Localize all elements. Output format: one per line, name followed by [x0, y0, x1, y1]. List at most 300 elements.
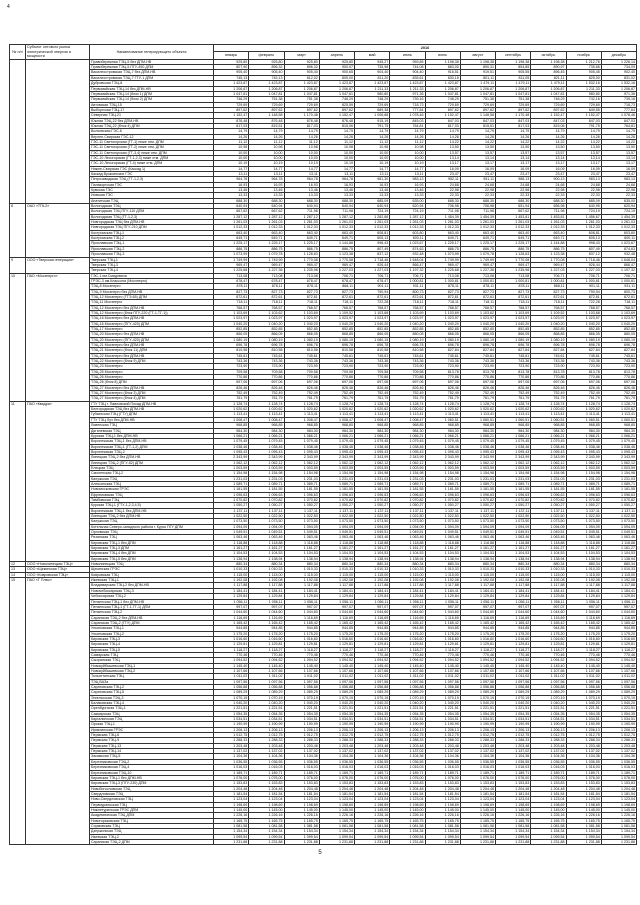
value-cell: 1 040,20: [284, 321, 319, 326]
value-cell: 1 129,81: [566, 642, 601, 647]
station-cell: Вологодская ТЭЦ: [90, 204, 214, 209]
value-cell: 1 192,08: [531, 578, 566, 583]
value-cell: 1 063,46: [496, 535, 531, 540]
value-cell: 878,11: [284, 284, 319, 289]
value-cell: 10,19: [214, 161, 249, 166]
value-cell: 678,47: [214, 278, 249, 283]
value-cell: 880,34: [249, 562, 284, 567]
value-cell: 1 225,17: [460, 241, 495, 246]
value-cell: 1 094,52: [214, 658, 249, 663]
value-cell: 1 165,42: [390, 620, 425, 625]
value-cell: 1 047,81: [284, 91, 319, 96]
value-cell: 1 089,71: [214, 481, 249, 486]
value-cell: 1 008,47: [249, 417, 284, 422]
value-cell: 971,36: [390, 91, 425, 96]
value-cell: 1 070,19: [425, 695, 460, 700]
value-cell: 709,58: [355, 369, 390, 374]
value-cell: 1 070,82: [249, 497, 284, 502]
value-cell: 23,47: [496, 172, 531, 177]
value-cell: 14,77: [319, 166, 354, 171]
value-cell: 745,61: [566, 353, 601, 358]
value-cell: 1 128,63: [284, 252, 319, 257]
value-cell: 1 190,99: [531, 722, 566, 727]
value-cell: 1 118,27: [460, 647, 495, 652]
value-cell: 745,61: [601, 353, 636, 358]
value-cell: 1 204,48: [214, 786, 249, 791]
value-cell: 1 104,53: [284, 551, 319, 556]
value-cell: 1 423,87: [390, 81, 425, 86]
value-cell: 1 288,33: [355, 738, 390, 743]
value-cell: 600,11: [390, 236, 425, 241]
value-cell: 2 343,99: [319, 455, 354, 460]
value-cell: 1 081,58: [460, 823, 495, 828]
value-cell: 1 095,43: [390, 449, 425, 454]
value-cell: 13,57: [531, 150, 566, 155]
header-month: май: [355, 52, 390, 59]
value-cell: 1 231,03: [460, 476, 495, 481]
value-cell: 1 023,97: [390, 316, 425, 321]
value-cell: 1 115,00: [319, 572, 354, 577]
value-cell: 1 000,81: [566, 278, 601, 283]
value-cell: 1 062,12: [284, 460, 319, 465]
value-cell: 1 231,88: [425, 839, 460, 844]
header-month: ноябрь: [566, 52, 601, 59]
value-cell: 1 073,50: [284, 519, 319, 524]
value-cell: 852,85: [496, 326, 531, 331]
value-cell: 1 000,81: [390, 278, 425, 283]
value-cell: 722,28: [355, 300, 390, 305]
value-cell: 1 137,02: [496, 749, 531, 754]
value-cell: 852,85: [566, 326, 601, 331]
value-cell: 1 056,11: [319, 599, 354, 604]
value-cell: 1 137,11: [601, 508, 636, 513]
value-cell: 905,40: [214, 70, 249, 75]
value-cell: 1 023,97: [249, 316, 284, 321]
station-cell: Ижевская ТЭЦ-2: [90, 834, 214, 839]
value-cell: 1 231,03: [284, 476, 319, 481]
station-cell: ГЭС-11 Светогорская (ГТ-1) ниже отм. ДПМ: [90, 139, 214, 144]
value-cell: 1 113,41: [319, 412, 354, 417]
value-cell: 1 010,33: [460, 567, 495, 572]
value-cell: 1 128,74: [355, 401, 390, 406]
value-cell: 1 189,71: [355, 770, 390, 775]
value-cell: 13,33: [249, 193, 284, 198]
value-cell: 1 081,58: [531, 823, 566, 828]
station-cell: Саранская ТЭЦ-2 (ГТУ) ДПМ: [90, 620, 214, 625]
value-cell: 1 107,66: [425, 668, 460, 673]
value-cell: 1 184,41: [390, 588, 425, 593]
value-cell: 831,02: [601, 75, 636, 80]
station-cell: Ярославская ТЭЦ-1: [90, 241, 214, 246]
value-cell: 813,78: [425, 369, 460, 374]
value-cell: 1 016,60: [390, 636, 425, 641]
value-cell: 1 063,46: [249, 535, 284, 540]
value-cell: 866,05: [425, 332, 460, 337]
station-cell: Тольяттинская ТЭЦ: [90, 674, 214, 679]
value-cell: 1 123,38: [531, 252, 566, 257]
value-cell: 10,00: [214, 150, 249, 155]
station-cell: Тверская ТЭЦ-1: [90, 257, 214, 262]
value-cell: 1 054,35: [425, 711, 460, 716]
value-cell: 1 115,00: [425, 572, 460, 577]
value-cell: 724,19: [390, 209, 425, 214]
station-cell: Новокуйбышевская ТЭЦ-2: [90, 668, 214, 673]
value-cell: 770,86: [460, 375, 495, 380]
value-cell: 1 023,97: [425, 316, 460, 321]
value-cell: 1 288,33: [601, 738, 636, 743]
value-cell: 1 096,63: [390, 492, 425, 497]
value-cell: 1 206,87: [284, 86, 319, 91]
value-cell: 1 066,21: [425, 433, 460, 438]
value-cell: 897,62: [425, 107, 460, 112]
value-cell: 16,93: [249, 182, 284, 187]
value-cell: 729,69: [355, 102, 390, 107]
value-cell: 1 161,27: [460, 546, 495, 551]
tariff-table: [9, 44, 637, 845]
value-cell: 1 047,81: [460, 91, 495, 96]
value-cell: 770,46: [425, 652, 460, 657]
value-cell: 640,94: [355, 204, 390, 209]
value-cell: 1 203,48: [531, 743, 566, 748]
value-cell: 969,47: [214, 262, 249, 267]
station-cell: Владимирская ТЭЦ-2 без ДПМ-НВ: [90, 583, 214, 588]
value-cell: 709,58: [390, 369, 425, 374]
value-cell: 872,61: [214, 294, 249, 299]
value-cell: 872,61: [566, 294, 601, 299]
value-cell: 1 137,02: [249, 749, 284, 754]
value-cell: 1 288,33: [460, 738, 495, 743]
value-cell: 1 192,08: [319, 578, 354, 583]
value-cell: 1 204,48: [319, 786, 354, 791]
value-cell: 1 062,12: [355, 460, 390, 465]
value-cell: 16,09: [566, 166, 601, 171]
value-cell: 827,84: [496, 348, 531, 353]
value-cell: 1 012,33: [496, 225, 531, 230]
value-cell: 13,50: [460, 145, 495, 150]
value-cell: 752,49: [214, 391, 249, 396]
value-cell: 866,05: [566, 332, 601, 337]
value-cell: 1 076,00: [601, 775, 636, 780]
value-cell: 852,85: [284, 326, 319, 331]
value-cell: 1 094,09: [390, 524, 425, 529]
value-cell: 980,80: [566, 91, 601, 96]
value-cell: 1 050,27: [390, 503, 425, 508]
value-cell: 878,11: [214, 284, 249, 289]
value-cell: 14,79: [249, 129, 284, 134]
value-cell: 835,61: [390, 75, 425, 80]
value-cell: 1 144,88: [531, 241, 566, 246]
station-cell: Кировская ТЭЦ-1 без ДПМ: [90, 540, 214, 545]
station-cell: Каскад Вуоксинских ГЭС: [90, 172, 214, 177]
value-cell: 770,46: [214, 652, 249, 657]
value-cell: 980,80: [355, 91, 390, 96]
value-cell: 696,78: [496, 343, 531, 348]
value-cell: 1 073,50: [390, 519, 425, 524]
station-cell: Новгородская ТЭЦ ПГУ-210 ДПМ: [90, 225, 214, 230]
station-cell: Тамбовская ТЭЦ: [90, 497, 214, 502]
value-cell: 964,78: [214, 177, 249, 182]
value-cell: 1 118,27: [214, 647, 249, 652]
value-cell: 876,48: [319, 118, 354, 123]
value-cell: 1 226,16: [214, 813, 249, 818]
station-cell: Новокуйбышевская ТЭЦ-1: [90, 663, 214, 668]
header-month: октябрь: [531, 52, 566, 59]
value-cell: 1 198,69: [566, 802, 601, 807]
value-cell: 1 104,53: [214, 551, 249, 556]
value-cell: 997,07: [214, 604, 249, 609]
value-cell: 1 040,20: [566, 701, 601, 706]
value-cell: 944,85: [566, 626, 601, 631]
value-cell: 711,98: [460, 209, 495, 214]
value-cell: 1 145,00: [214, 807, 249, 812]
value-cell: 1 129,84: [601, 594, 636, 599]
value-cell: 711,98: [319, 209, 354, 214]
value-cell: 971,36: [601, 91, 636, 96]
value-cell: 1 129,81: [214, 642, 249, 647]
value-cell: 1 056,88: [319, 685, 354, 690]
value-cell: 872,61: [319, 294, 354, 299]
value-cell: 1 129,84: [355, 594, 390, 599]
station-cell: Курская ТЭЦ-1 без ДПМ-НВ: [90, 433, 214, 438]
value-cell: 926,44: [355, 262, 390, 267]
value-cell: 868,11: [531, 284, 566, 289]
value-cell: 1 070,82: [284, 497, 319, 502]
value-cell: 880,34: [355, 562, 390, 567]
value-cell: 697,06: [249, 380, 284, 385]
value-cell: 13,11: [390, 172, 425, 177]
value-cell: 1 104,36: [284, 754, 319, 759]
value-cell: 1 012,75: [601, 733, 636, 738]
value-cell: 10,00: [390, 150, 425, 155]
value-cell: 984,30: [425, 428, 460, 433]
value-cell: 1 225,68: [214, 268, 249, 273]
value-cell: 1 231,88: [566, 839, 601, 844]
value-cell: 688,30: [214, 198, 249, 203]
value-cell: 1 040,20: [601, 701, 636, 706]
value-cell: 723,90: [214, 364, 249, 369]
value-cell: 13,46: [214, 188, 249, 193]
value-cell: 813,78: [531, 369, 566, 374]
value-cell: 711,98: [531, 209, 566, 214]
value-cell: 1 116,69: [566, 615, 601, 620]
value-cell: 1 012,33: [249, 225, 284, 230]
value-cell: 1 204,48: [566, 786, 601, 791]
value-cell: 897,62: [249, 107, 284, 112]
value-cell: 1 073,50: [249, 519, 284, 524]
value-cell: 1 022,50: [390, 514, 425, 519]
value-cell: 761,79: [249, 396, 284, 401]
value-cell: 10,98: [284, 145, 319, 150]
value-cell: 768,57: [390, 305, 425, 310]
value-cell: 1 145,40: [566, 663, 601, 668]
value-cell: 874,63: [601, 246, 636, 251]
value-cell: 1 094,09: [214, 524, 249, 529]
value-cell: 915,19: [355, 118, 390, 123]
value-cell: 1 089,29: [249, 690, 284, 695]
value-cell: 1 198,69: [319, 802, 354, 807]
value-cell: 1 145,40: [319, 663, 354, 668]
station-cell: Петрозаводская ТЭЦ (ГТ-1,2,3): [90, 177, 214, 182]
value-cell: 24,68: [566, 182, 601, 187]
value-cell: 1 000,81: [460, 278, 495, 283]
value-cell: 984,30: [566, 428, 601, 433]
value-cell: 1 204,48: [249, 786, 284, 791]
value-cell: 1 117,88: [355, 583, 390, 588]
station-cell: ТЭЦ-17 Мосэнерго: [90, 326, 214, 331]
station-cell: Елецкая ТЭЦ: [90, 465, 214, 470]
value-cell: 678,47: [249, 278, 284, 283]
value-cell: 10,00: [390, 155, 425, 160]
value-cell: 1 206,13: [531, 727, 566, 732]
value-cell: 1 094,09: [249, 524, 284, 529]
value-cell: 815,06: [319, 123, 354, 128]
value-cell: 1 115,00: [390, 572, 425, 577]
value-cell: 1 165,42: [319, 620, 354, 625]
value-cell: 1 096,63: [249, 492, 284, 497]
value-cell: 944,85: [214, 626, 249, 631]
value-cell: 1 154,34: [566, 829, 601, 834]
value-cell: 1 161,27: [425, 546, 460, 551]
value-cell: 1 016,03: [390, 765, 425, 770]
value-cell: 709,58: [214, 369, 249, 374]
value-cell: 1 104,53: [249, 551, 284, 556]
value-cell: 1 016,03: [284, 765, 319, 770]
value-cell: 729,69: [249, 102, 284, 107]
value-cell: 770,86: [531, 375, 566, 380]
value-cell: 1 137,11: [496, 508, 531, 513]
value-cell: 1 225,17: [496, 241, 531, 246]
value-cell: 1 227,36: [249, 268, 284, 273]
value-cell: 1 221,51: [355, 706, 390, 711]
value-cell: 1 022,50: [249, 514, 284, 519]
value-cell: 22,33: [425, 193, 460, 198]
station-cell: Тверская ТЭЦ-3: [90, 262, 214, 267]
value-cell: 678,47: [355, 278, 390, 283]
value-cell: 1 118,88: [425, 540, 460, 545]
station-cell: Липецкая ТЭЦ-2 (ПГУ-52) ДПМ: [90, 460, 214, 465]
value-cell: 880,34: [214, 562, 249, 567]
value-cell: 876,48: [284, 118, 319, 123]
value-cell: 897,62: [214, 107, 249, 112]
value-cell: 1 094,09: [496, 524, 531, 529]
value-cell: 1 231,03: [566, 476, 601, 481]
value-cell: 14,22: [460, 139, 495, 144]
value-cell: 697,06: [531, 380, 566, 385]
value-cell: 1 020,62: [601, 407, 636, 412]
value-cell: 944,85: [425, 626, 460, 631]
value-cell: 1 079,78: [460, 252, 495, 257]
value-cell: 1 117,88: [390, 583, 425, 588]
value-cell: 2 343,99: [496, 455, 531, 460]
value-cell: 770,46: [531, 652, 566, 657]
station-cell: Каргалинская ТЭЦ: [90, 717, 214, 722]
value-cell: 752,49: [496, 391, 531, 396]
value-cell: 1 012,75: [390, 733, 425, 738]
value-cell: 790,94: [355, 289, 390, 294]
value-cell: 1 118,88: [319, 540, 354, 545]
value-cell: 1 145,40: [601, 663, 636, 668]
value-cell: 745,13: [249, 75, 284, 80]
value-cell: 997,07: [601, 604, 636, 609]
value-cell: 1 070,19: [460, 695, 495, 700]
value-cell: 1 038,46: [355, 444, 390, 449]
value-cell: 1 225,17: [284, 241, 319, 246]
value-cell: 1 137,11: [249, 508, 284, 513]
station-cell: Апатитская ТЭЦ: [90, 198, 214, 203]
value-cell: 1 206,13: [460, 727, 495, 732]
value-cell: 1 113,41: [214, 412, 249, 417]
value-cell: 761,79: [601, 396, 636, 401]
value-cell: 1 137,11: [425, 508, 460, 513]
value-cell: 718,11: [249, 300, 284, 305]
value-cell: 1 204,48: [425, 786, 460, 791]
value-cell: 13,14: [460, 155, 495, 160]
station-cell: Пермская ТЭЦ-9: [90, 738, 214, 743]
value-cell: 752,49: [390, 391, 425, 396]
value-cell: 14,79: [531, 129, 566, 134]
value-cell: 1 081,58: [566, 823, 601, 828]
value-cell: 1 050,27: [284, 503, 319, 508]
station-cell: Саранская ТЭЦ-2 без ДПМ-НВ: [90, 615, 214, 620]
value-cell: 1 034,51: [319, 717, 354, 722]
station-cell: Пензенская ТЭЦ-1 (ГТ-1,ТГ-1) ДПМ: [90, 604, 214, 609]
value-cell: 1 189,71: [319, 770, 354, 775]
value-cell: 640,94: [249, 204, 284, 209]
value-cell: 1 066,21: [284, 433, 319, 438]
value-cell: 649,71: [531, 236, 566, 241]
station-cell: Закамская ТЭЦ-5: [90, 754, 214, 759]
value-cell: 880,34: [284, 562, 319, 567]
value-cell: 1 089,71: [284, 481, 319, 486]
station-cell: Пермская ТЭЦ-6: [90, 733, 214, 738]
value-cell: 1 128,74: [531, 401, 566, 406]
value-cell: 745,61: [496, 353, 531, 358]
value-cell: 1 153,83: [425, 781, 460, 786]
value-cell: 1 056,11: [460, 599, 495, 604]
value-cell: 1 287,12: [390, 214, 425, 219]
value-cell: 1 070,19: [390, 695, 425, 700]
value-cell: 852,85: [460, 326, 495, 331]
value-cell: 697,06: [390, 380, 425, 385]
value-cell: 1 081,58: [249, 823, 284, 828]
value-cell: 1 288,33: [390, 738, 425, 743]
value-cell: 1 144,88: [319, 241, 354, 246]
value-cell: 1 221,51: [249, 706, 284, 711]
value-cell: 984,30: [390, 428, 425, 433]
value-cell: 984,30: [214, 428, 249, 433]
value-cell: 1 066,21: [214, 433, 249, 438]
value-cell: 663,40: [425, 230, 460, 235]
value-cell: 1 153,83: [249, 781, 284, 786]
value-cell: 13,33: [214, 193, 249, 198]
value-cell: 1 152,47: [425, 113, 460, 118]
value-cell: 22,98: [496, 188, 531, 193]
value-cell: 1 050,27: [425, 503, 460, 508]
value-cell: 1 040,20: [496, 701, 531, 706]
value-cell: 1 023,97: [460, 316, 495, 321]
value-cell: 815,06: [531, 123, 566, 128]
value-cell: 696,78: [460, 343, 495, 348]
value-cell: 1 129,84: [460, 594, 495, 599]
station-cell: Кировская ТЭЦ-3: [90, 636, 214, 641]
value-cell: 1 282,86: [355, 214, 390, 219]
value-cell: 1 016,03: [249, 765, 284, 770]
value-cell: 605,13: [355, 236, 390, 241]
value-cell: 1 137,11: [390, 508, 425, 513]
value-cell: 1 154,98: [319, 471, 354, 476]
value-cell: 770,86: [319, 375, 354, 380]
value-cell: 1 153,83: [214, 781, 249, 786]
